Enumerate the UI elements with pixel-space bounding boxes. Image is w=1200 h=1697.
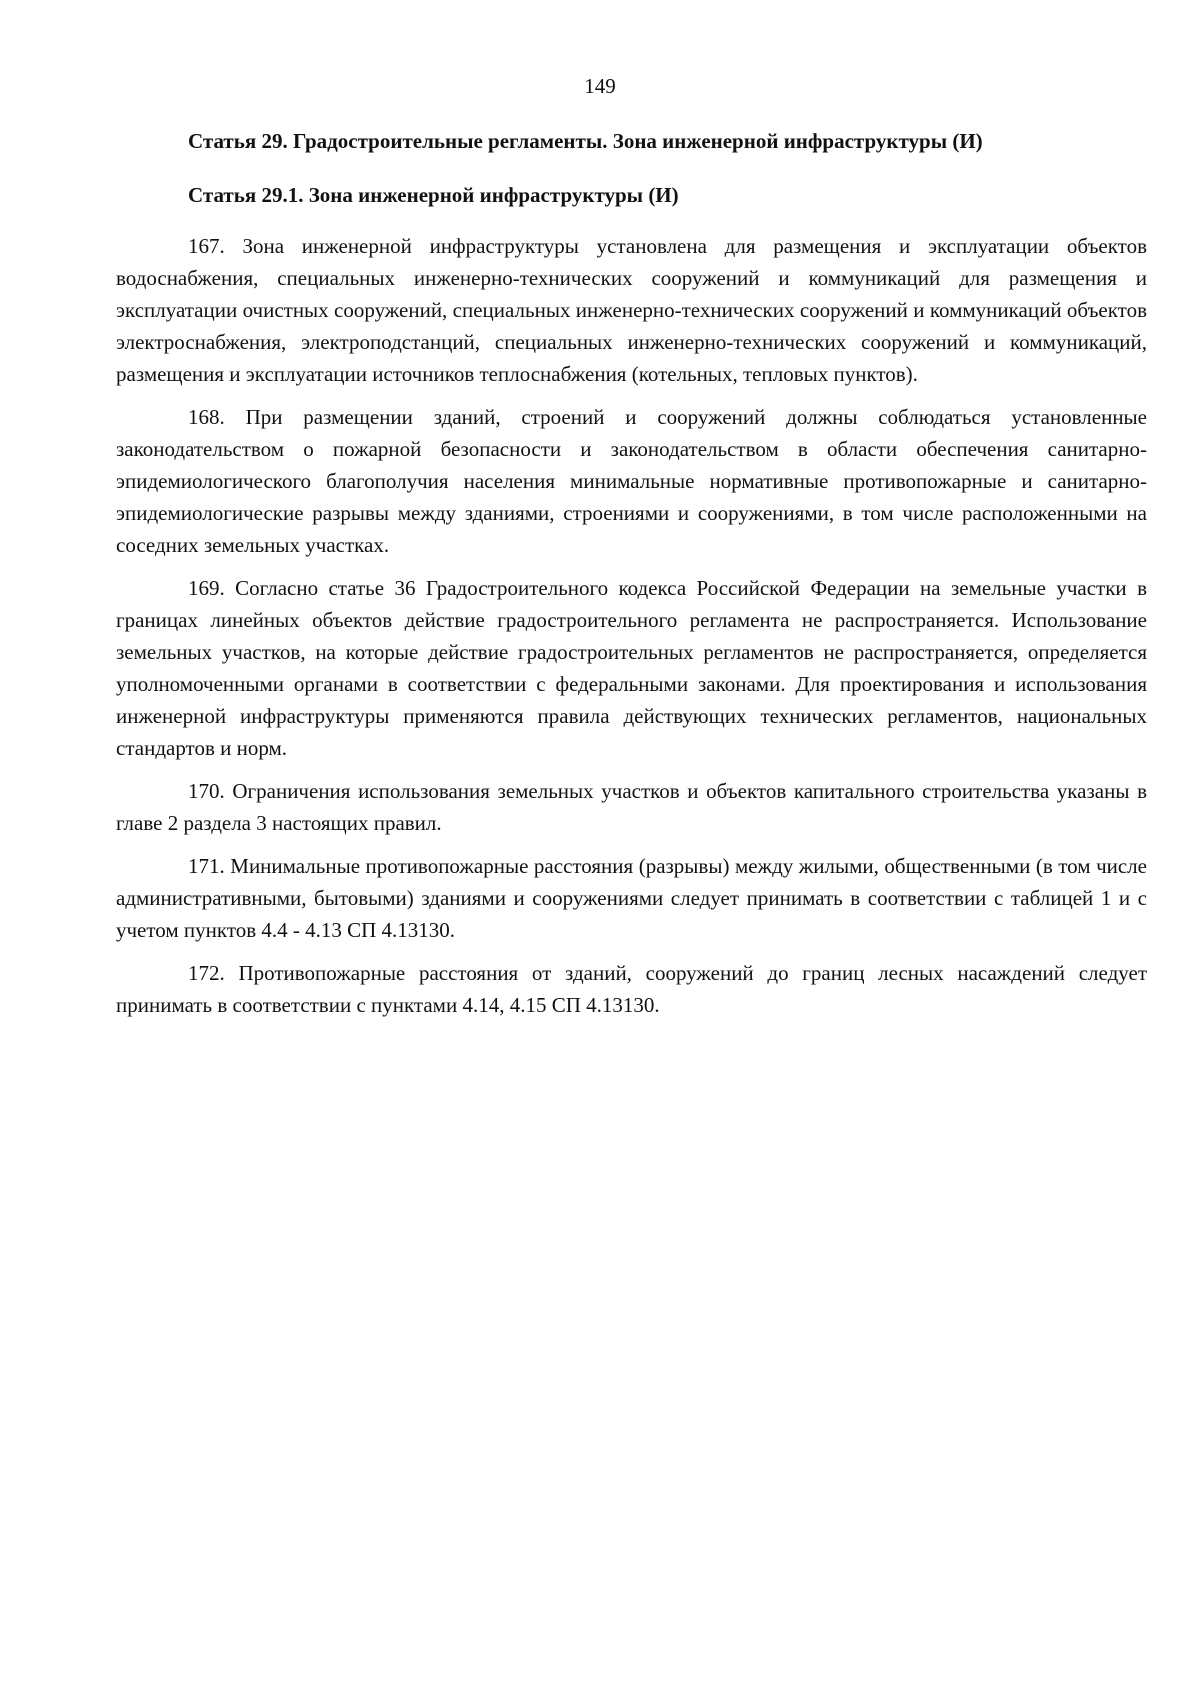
paragraph-169: 169. Согласно статье 36 Градостроительного кодекса Российской Федерации на земельные участки в границах линейных объектов действие градостроительного регламента не распространяется. Использование земельных участков, на которые действие градостроительных регламентов не распространяется, определяется уполномоченными органами в соответствии с федеральными законами. Для проектирования и использования инженерной инфраструктуры применяются правила действующих технических регламентов, национальных стандартов и норм. xyxy=(116,576,1147,760)
document-body xyxy=(116,126,1147,1032)
paragraph-172: 172. Противопожарные расстояния от зданий, сооружений до границ лесных насаждений следует принимать в соответствии с пунктами 4.14, 4.15 СП 4.13130. xyxy=(116,961,1147,1017)
article-heading: Статья 29. Градостроительные регламенты. Зона инженерной инфраструктуры (И) xyxy=(188,129,983,153)
paragraph-170: 170. Ограничения использования земельных участков и объектов капитального строительства указаны в главе 2 раздела 3 настоящих правил. xyxy=(116,779,1147,835)
paragraph-168: 168. При размещении зданий, строений и сооружений должны соблюдаться установленные законодательством о пожарной безопасности и законодательством в области обеспечения санитарно-эпидемиологического благополучия населения минимальные нормативные противопожарные и санитарно-эпидемиологические разрывы между зданиями, строениями и сооружениями, в том числе расположенными на соседних земельных участках. xyxy=(116,405,1147,557)
paragraph-167: 167. Зона инженерной инфраструктуры установлена для размещения и эксплуатации объектов водоснабжения, специальных инженерно-технических сооружений и коммуникаций для размещения и эксплуатации очистных сооружений, специальных инженерно-технических сооружений и коммуникаций объектов электроснабжения, электроподстанций, специальных инженерно-технических сооружений и коммуникаций, размещения и эксплуатации источников теплоснабжения (котельных, тепловых пунктов). xyxy=(116,234,1147,386)
subarticle-heading: Статья 29.1. Зона инженерной инфраструктуры (И) xyxy=(188,183,679,207)
paragraph-171: 171. Минимальные противопожарные расстояния (разрывы) между жилыми, общественными (в том числе административными, бытовыми) зданиями и сооружениями следует принимать в соответствии с таблицей 1 и с учетом пунктов 4.4 - 4.13 СП 4.13130. xyxy=(116,854,1147,942)
page-number: 149 xyxy=(584,74,616,98)
